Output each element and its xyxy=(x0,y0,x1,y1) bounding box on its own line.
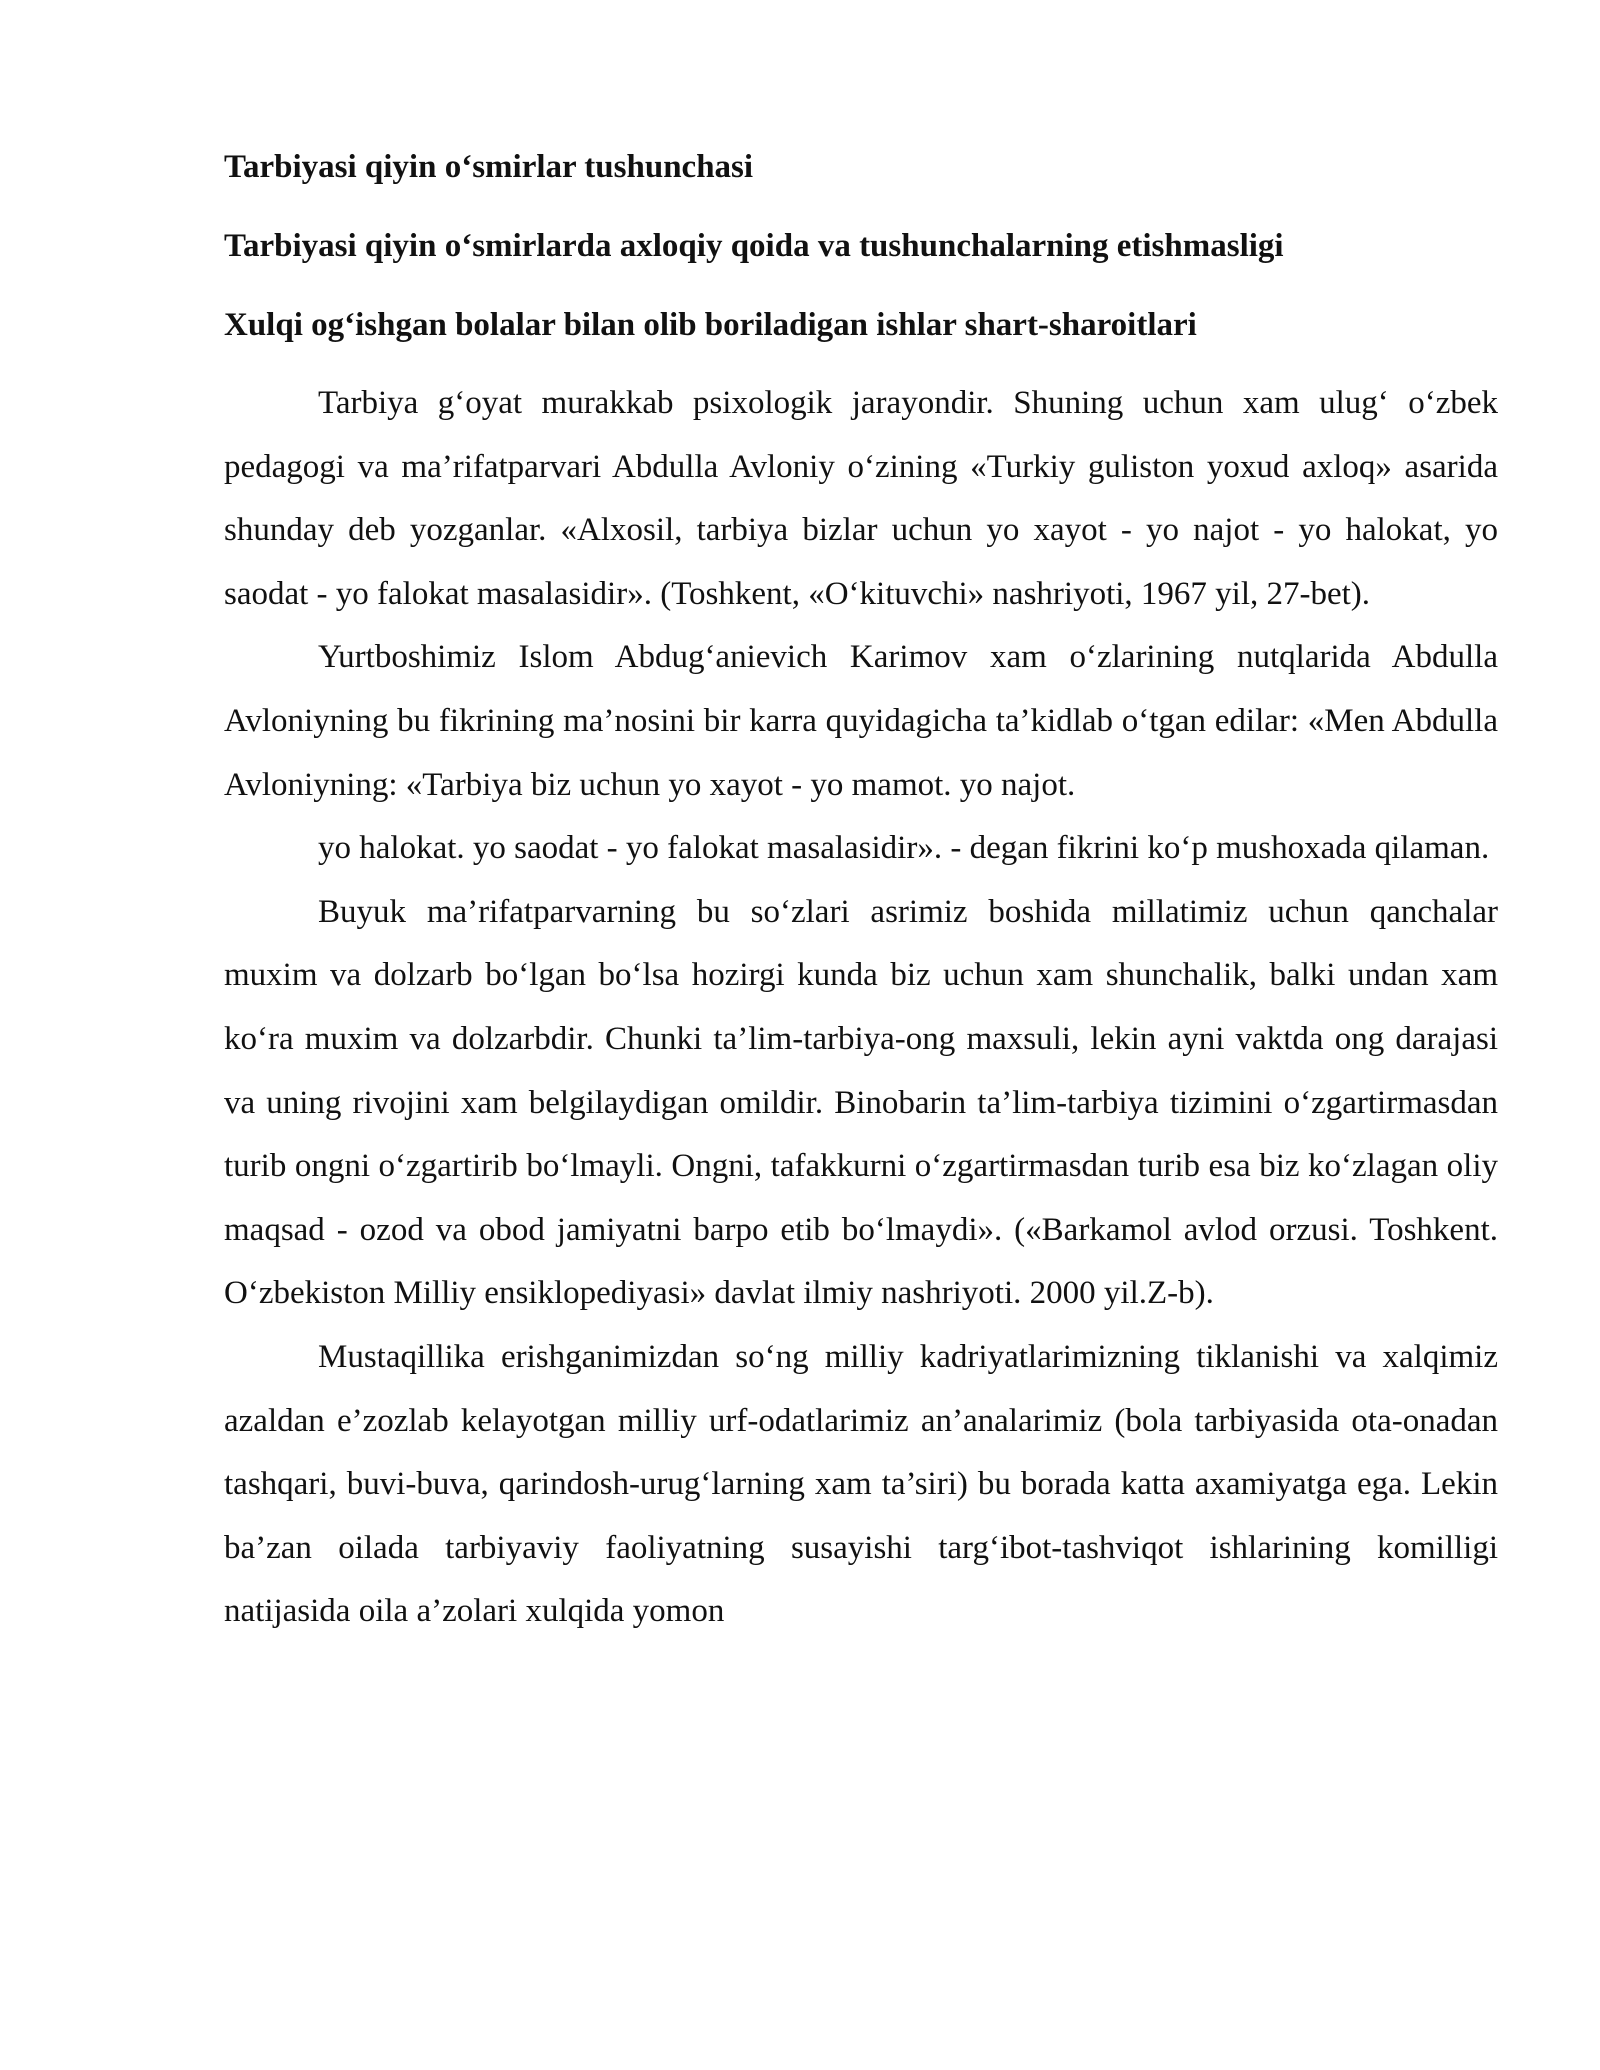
document-content xyxy=(224,145,1498,1644)
paragraph-5: Mustaqillika erishganimizdan so‘ng milliy kadriyatlarimizning tiklanishi va xalqimiz azaldan e’zozlab kelayotgan milliy urf-odatlarimiz an’analarimiz (bola tarbiyasida ota-onadan tashqari, buvi-buva, qarindosh-urug‘larning xam ta’siri) bu borada katta axamiyatga ega. Lekin ba’zan oilada tarbiyaviy faoliyatning susayishi targ‘ibot-tashviqot ishlarining komilligi natijasida oila a’zolari xulqida yomon xyxy=(224,1338,1498,1630)
paragraph-3: yo halokat. yo saodat - yo falokat masalasidir». - degan fikrini ko‘p mushoxada qilaman. xyxy=(318,830,1490,867)
paragraph-1: Tarbiya g‘oyat murakkab psixologik jarayondir. Shuning uchun xam ulug‘ o‘zbek pedagogi va ma’rifatparvari Abdulla Avloniy o‘zining «Turkiy guliston yoxud axloq» asarida shunday deb yozganlar. «Alxosil, tarbiya bizlar uchun yo xayot - yo najot - yo halokat, yo saodat - yo falokat masalasidir». (Toshkent, «O‘kituvchi» nashriyoti, 1967 yil, 27-bet). xyxy=(224,385,1498,612)
section-heading-2: Tarbiyasi qiyin o‘smirlarda axloqiy qoida va tushunchalarning etishmasligi xyxy=(224,228,1284,264)
paragraph-2: Yurtboshimiz Islom Abdug‘anievich Karimov xam o‘zlarining nutqlarida Abdulla Avloniyning bu fikrining ma’nosini bir karra quyidagicha ta’kidlab o‘tgan edilar: «Men Abdulla Avloniyning: «Tarbiya biz uchun yo xayot - yo mamot. yo najot. xyxy=(224,639,1498,803)
body-text xyxy=(224,372,1498,1644)
section-heading-3: Xulqi og‘ishgan bolalar bilan olib boriladigan ishlar shart-sharoitlari xyxy=(224,307,1197,343)
section-heading-1: Tarbiyasi qiyin o‘smirlar tushunchasi xyxy=(224,149,754,185)
paragraph-4: Buyuk ma’rifatparvarning bu so‘zlari asrimiz boshida millatimiz uchun qanchalar muxim va dolzarb bo‘lgan bo‘lsa hozirgi kunda biz uchun xam shunchalik, balki undan xam ko‘ra muxim va dolzarbdir. Chunki ta’lim-tarbiya-ong maxsuli, lekin ayni vaktda ong darajasi va uning rivojini xam belgilaydigan omildir. Binobarin ta’lim-tarbiya tizimini o‘zgartirmasdan turib ongni o‘zgartirib bo‘lmayli. Ongni, tafakkurni o‘zgartirmasdan turib esa biz ko‘zlagan oliy maqsad - ozod va obod jamiyatni barpo etib bo‘lmaydi». («Barkamol avlod orzusi. Toshkent. O‘zbekiston Milliy ensiklopediyasi» davlat ilmiy nashriyoti. 2000 yil.Z-b). xyxy=(224,893,1498,1312)
